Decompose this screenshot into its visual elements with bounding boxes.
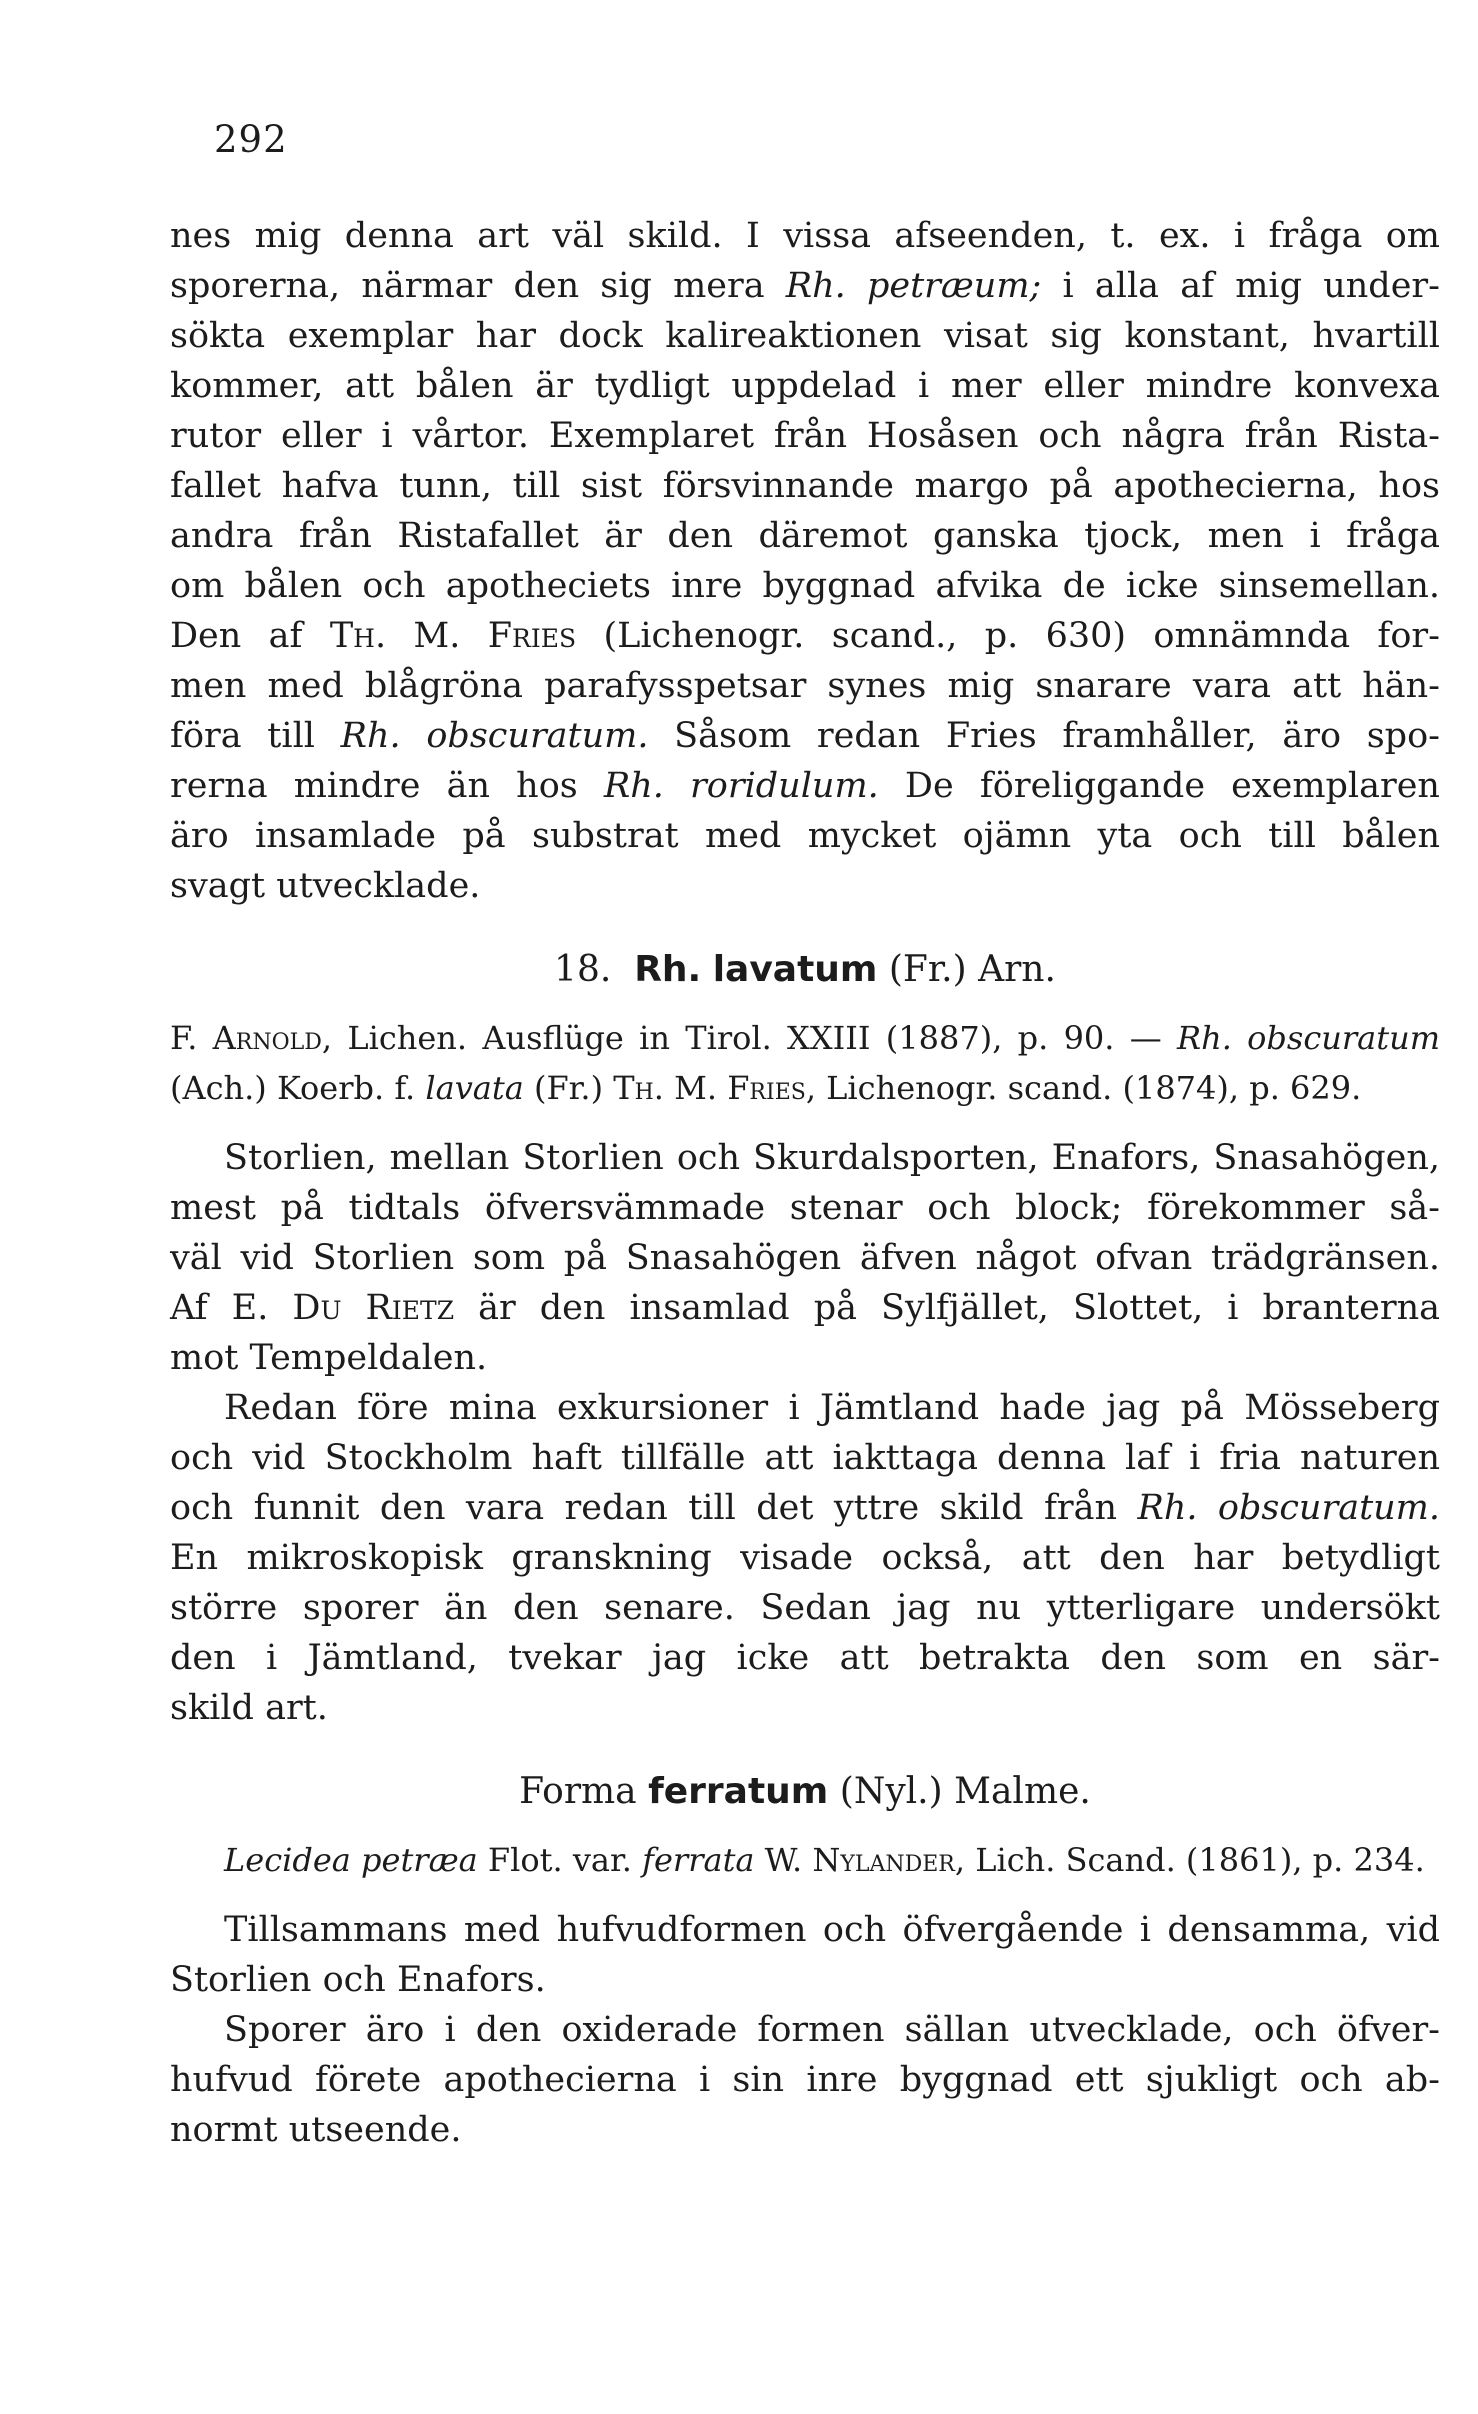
author-name: E. Du Rietz	[231, 1288, 455, 1328]
species-name: lavatum	[712, 949, 878, 990]
taxon-name: Rh. roridulum.	[603, 766, 879, 806]
text-line: rerna mindre än hos Rh. roridulum. De föreliggande exemplaren	[170, 766, 1440, 806]
text-line: mot Tempeldalen.	[170, 1338, 488, 1378]
author-name: Th. M. Fries	[329, 616, 577, 656]
text-line: sökta exemplar har dock kalireaktionen visat sig konstant, hvartill	[170, 316, 1440, 356]
text-line: skild art.	[170, 1688, 328, 1728]
paragraph-localities	[170, 1133, 1440, 1383]
text-line: och funnit den vara redan till det yttre skild från Rh. obscuratum.	[170, 1488, 1440, 1528]
text-line: hufvud förete apothecierna i sin inre byggnad ett sjukligt och ab-	[170, 2060, 1440, 2100]
text-line: om bålen och apotheciets inre byggnad afvika de icke sinsemellan.	[170, 566, 1440, 606]
species-number: 18.	[554, 949, 612, 990]
text-line: äro insamlade på substrat med mycket ojämn yta och till bålen	[170, 816, 1440, 856]
text-line: men med blågröna parafysspetsar synes mig snarare vara att hän-	[170, 666, 1440, 706]
text-line: den i Jämtland, tvekar jag icke att betrakta den som en sär-	[170, 1638, 1440, 1678]
paragraph-continuation	[170, 211, 1440, 911]
text-line: En mikroskopisk granskning visade också, att den har betydligt	[170, 1538, 1440, 1578]
text-line: Den af Th. M. Fries (Lichenogr. scand., p. 630) omnämnda for-	[170, 616, 1440, 656]
text-line: större sporer än den senare. Sedan jag nu ytterligare undersökt	[170, 1588, 1440, 1628]
text-line: andra från Ristafallet är den däremot ganska tjock, men i fråga	[170, 516, 1440, 556]
text-line: Redan före mina exkursioner i Jämtland hade jag på Mösseberg	[224, 1388, 1440, 1428]
forma-heading: Forma ferratum (Nyl.) Malme.	[519, 1771, 1091, 1812]
text-line: föra till Rh. obscuratum. Såsom redan Fries framhåller, äro spo-	[170, 716, 1440, 756]
reference-line: (Ach.) Koerb. f. lavata (Fr.) Th. M. Fries, Lichenogr. scand. (1874), p. 629.	[170, 1069, 1362, 1107]
text-line: mest på tidtals öfversvämmade stenar och block; förekommer så-	[170, 1188, 1440, 1228]
text-line: sporerna, närmar den sig mera Rh. petræum; i alla af mig under-	[170, 266, 1440, 306]
reference-line: Lecidea petræa Flot. var. ferrata W. Nylander, Lich. Scand. (1861), p. 234.	[224, 1841, 1425, 1879]
text-line: fallet hafva tunn, till sist försvinnande margo på apothecierna, hos	[170, 466, 1440, 506]
reference-line: F. Arnold, Lichen. Ausflüge in Tirol. XXIII (1887), p. 90. — Rh. obscuratum	[170, 1019, 1441, 1057]
text-line: Sporer äro i den oxiderade formen sällan utvecklade, och öfver-	[224, 2010, 1440, 2050]
page-number: 292	[214, 118, 288, 161]
text-line: Af E. Du Rietz är den insamlad på Sylfjället, Slottet, i branterna	[170, 1288, 1440, 1328]
species-author: (Fr.) Arn.	[888, 949, 1056, 990]
text-line: Storlien och Enafors.	[170, 1960, 546, 2000]
species-heading	[170, 945, 1440, 995]
text-line: rutor eller i vårtor. Exemplaret från Hosåsen och några från Rista-	[170, 416, 1440, 456]
text-line: och vid Stockholm haft tillfälle att iakttaga denna laf i fria naturen	[170, 1438, 1440, 1478]
paragraph-forma-description	[170, 2005, 1440, 2155]
genus-abbrev: Rh.	[634, 949, 702, 990]
taxon-name: Rh. obscuratum.	[1137, 1488, 1440, 1528]
text-line: normt utseende.	[170, 2110, 462, 2150]
forma-author: (Nyl.) Malme.	[839, 1771, 1091, 1812]
taxon-name: Rh. petræum;	[785, 266, 1042, 306]
text-line: kommer, att bålen är tydligt uppdelad i mer eller mindre konvexa	[170, 366, 1440, 406]
forma-name: ferratum	[648, 1771, 829, 1812]
paragraph-forma-localities	[170, 1905, 1440, 2005]
reference-block	[170, 1835, 1440, 1885]
text-line: svagt utvecklade.	[170, 866, 481, 906]
text-line: väl vid Storlien som på Snasahögen äfven något ofvan trädgränsen.	[170, 1238, 1440, 1278]
reference-block	[170, 1013, 1440, 1113]
taxon-name: Rh. obscuratum.	[340, 716, 649, 756]
text-line: Tillsammans med hufvudformen och öfvergående i densamma, vid	[224, 1910, 1440, 1950]
text-line: nes mig denna art väl skild. I vissa afseenden, t. ex. i fråga om	[170, 216, 1440, 256]
paragraph-discussion	[170, 1383, 1440, 1733]
text-line: Storlien, mellan Storlien och Skurdalsporten, Enafors, Snasahögen,	[224, 1138, 1440, 1178]
